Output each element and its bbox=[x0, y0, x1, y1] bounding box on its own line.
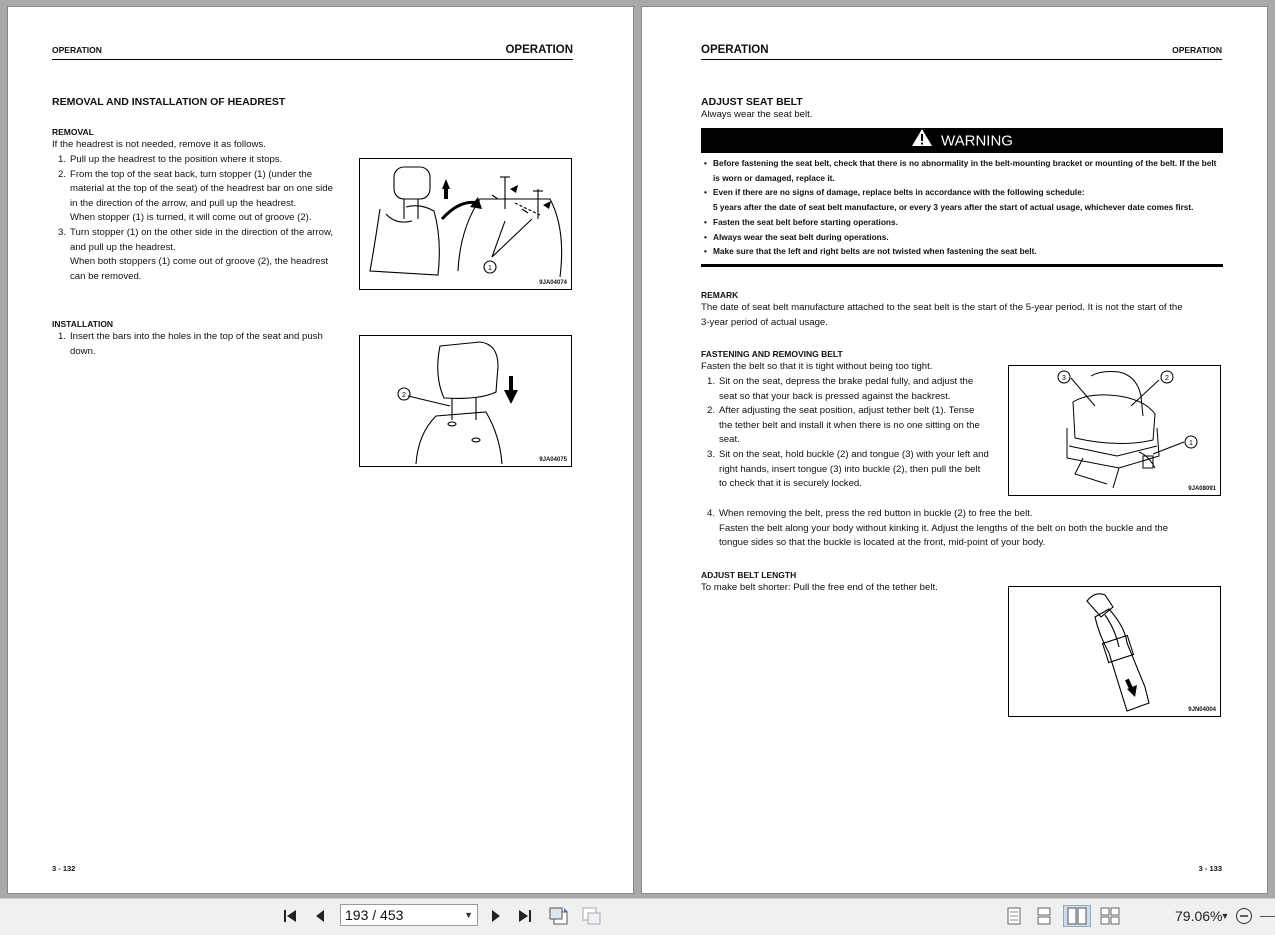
figure-id: 9JN04004 bbox=[1188, 707, 1216, 713]
installation-steps bbox=[58, 330, 354, 359]
step-line: seat. bbox=[719, 434, 740, 446]
section-title: REMOVAL AND INSTALLATION OF HEADREST bbox=[52, 96, 286, 108]
right-page bbox=[641, 6, 1268, 894]
page-number-value: 193 / 453 bbox=[345, 907, 404, 923]
header-section-large: OPERATION bbox=[505, 44, 573, 56]
step-item bbox=[707, 375, 1004, 404]
warning-item-text: Always wear the seat belt during operations. bbox=[713, 231, 889, 242]
warning-item-text: Before fastening the seat belt, check that there is no abnormality in the belt-mounting bracket or mounting of the belt. If the belt bbox=[713, 158, 1217, 168]
step-line: Insert the bars into the holes in the top of the seat and push bbox=[70, 331, 323, 342]
warning-item bbox=[701, 230, 1223, 245]
zoom-slider[interactable] bbox=[1260, 905, 1275, 927]
bullet: • bbox=[704, 216, 707, 227]
step-number: 2. bbox=[707, 405, 716, 417]
removal-heading: REMOVAL bbox=[52, 127, 94, 137]
continuous-facing-view-button[interactable] bbox=[1098, 905, 1122, 927]
headrest-removal-figure bbox=[359, 158, 572, 290]
warning-item bbox=[701, 200, 1223, 215]
step-line: in the direction of the arrow, and pull up the headrest. bbox=[70, 197, 297, 209]
warning-item bbox=[701, 215, 1223, 230]
figure-id: 9JA08091 bbox=[1188, 486, 1216, 492]
step-line: Turn stopper (1) on the other side in the direction of the arrow, bbox=[70, 226, 334, 238]
page-number: 3 - 132 bbox=[52, 864, 76, 873]
removal-steps bbox=[58, 153, 354, 284]
zoom-out-icon bbox=[1235, 907, 1253, 925]
continuous-facing-icon bbox=[1100, 907, 1120, 925]
step-line: to check that it is securely locked. bbox=[719, 478, 862, 490]
zoom-slider-track bbox=[1260, 916, 1275, 917]
facing-view-button[interactable] bbox=[1063, 905, 1091, 927]
callout-2-label: 2 bbox=[402, 392, 406, 399]
belt-length-illustration bbox=[1009, 587, 1220, 716]
step-line: From the top of the seat back, turn stopper (1) (under the bbox=[70, 168, 313, 180]
facing-pages-icon bbox=[1067, 907, 1087, 925]
step-item bbox=[58, 226, 354, 284]
viewer-toolbar bbox=[0, 898, 1275, 935]
seat-belt-illustration bbox=[1009, 366, 1220, 495]
figure-id: 9JA04075 bbox=[539, 457, 567, 463]
single-page-view-button[interactable] bbox=[1003, 905, 1025, 927]
step-number: 1. bbox=[58, 154, 67, 165]
warning-label: WARNING bbox=[941, 132, 1013, 150]
next-page-button[interactable] bbox=[487, 905, 505, 927]
step-number: 3. bbox=[58, 226, 67, 238]
step-line: can be removed. bbox=[70, 270, 142, 282]
bullet: • bbox=[704, 158, 707, 168]
page-number-field[interactable] bbox=[340, 904, 478, 926]
headrest-installation-illustration bbox=[360, 336, 571, 466]
step-line: Sit on the seat, hold buckle (2) and tongue (3) with your left and bbox=[719, 448, 989, 460]
page-header bbox=[701, 45, 1222, 60]
bullet: • bbox=[704, 187, 707, 198]
go-forward-view-icon bbox=[581, 906, 603, 926]
section-intro: Always wear the seat belt. bbox=[701, 109, 813, 120]
warning-box bbox=[701, 128, 1223, 267]
warning-bottom-rule bbox=[701, 264, 1223, 267]
go-forward-view-button[interactable] bbox=[580, 905, 604, 927]
step-line: When stopper (1) is turned, it will come out of groove (2). bbox=[70, 212, 312, 224]
figure-id: 9JA04074 bbox=[539, 280, 567, 286]
fastening-heading: FASTENING AND REMOVING BELT bbox=[701, 349, 843, 359]
callout-2-label: 2 bbox=[1165, 375, 1169, 382]
belt-length-text: To make belt shorter: Pull the free end of the tether belt. bbox=[701, 582, 938, 593]
step-line: material at the top of the seat) of the headrest bar on one side bbox=[70, 183, 333, 195]
single-page-icon bbox=[1007, 907, 1021, 925]
page-number: 3 - 133 bbox=[1198, 864, 1222, 873]
bullet: • bbox=[704, 246, 707, 257]
warning-item-text: Even if there are no signs of damage, replace belts in accordance with the following schedule: bbox=[713, 187, 1085, 198]
step-line: down. bbox=[70, 345, 96, 357]
step-line: After adjusting the seat position, adjust tether belt (1). Tense bbox=[719, 405, 975, 417]
installation-heading: INSTALLATION bbox=[52, 319, 114, 329]
zoom-out-button[interactable] bbox=[1234, 905, 1254, 927]
warning-item-text: is worn or damaged, replace it. bbox=[713, 172, 835, 183]
page-header bbox=[52, 45, 573, 60]
last-page-button[interactable] bbox=[515, 905, 535, 927]
header-section-small: OPERATION bbox=[1172, 45, 1222, 55]
step-line: the tether belt and install it when there is no one sitting on the bbox=[719, 419, 980, 431]
step-line: When both stoppers (1) come out of groove (2), the headrest bbox=[70, 256, 329, 268]
step-line: tongue sides so that the buckle is located at the front, mid-point of your body. bbox=[719, 537, 1046, 549]
warning-item bbox=[701, 185, 1223, 200]
go-back-view-icon bbox=[548, 906, 570, 926]
step-line: When removing the belt, press the red button in buckle (2) to free the belt. bbox=[719, 508, 1033, 519]
previous-page-icon bbox=[313, 908, 327, 924]
remark-heading: REMARK bbox=[701, 290, 739, 300]
header-section-small: OPERATION bbox=[52, 45, 102, 55]
belt-length-figure bbox=[1008, 586, 1221, 717]
next-page-icon bbox=[489, 908, 503, 924]
step-number: 2. bbox=[58, 168, 67, 180]
step-item bbox=[707, 448, 1004, 492]
continuous-page-icon bbox=[1037, 907, 1051, 925]
warning-item bbox=[701, 244, 1223, 259]
step-line: right hands, insert tongue (3) into buckle (2), then pull the belt bbox=[719, 463, 981, 475]
remark-line: The date of seat belt manufacture attached to the seat belt is the start of the 5-year period. It is not the start of the bbox=[701, 302, 1183, 313]
step-number: 1. bbox=[58, 331, 67, 342]
chevron-down-icon: ▼ bbox=[464, 910, 473, 920]
header-section-large: OPERATION bbox=[701, 44, 769, 56]
callout-1-label: 1 bbox=[488, 265, 492, 272]
zoom-level[interactable]: 79.06% bbox=[1175, 908, 1223, 924]
step-line: Sit on the seat, depress the brake pedal fully, and adjust the bbox=[719, 376, 974, 387]
first-page-icon bbox=[282, 908, 298, 924]
step-item bbox=[58, 330, 354, 359]
belt-length-heading: ADJUST BELT LENGTH bbox=[701, 570, 797, 580]
fastening-steps bbox=[707, 375, 1004, 492]
bullet: • bbox=[704, 231, 707, 242]
step-line: and pull up the headrest. bbox=[70, 241, 176, 253]
section-title: ADJUST SEAT BELT bbox=[701, 96, 803, 108]
continuous-view-button[interactable] bbox=[1033, 905, 1055, 927]
step-item bbox=[58, 153, 354, 168]
step-number: 1. bbox=[707, 376, 716, 387]
previous-page-button[interactable] bbox=[311, 905, 329, 927]
step-item bbox=[707, 404, 1004, 448]
callout-1-label: 1 bbox=[1189, 440, 1193, 447]
remark-line: 3-year period of actual usage. bbox=[701, 316, 828, 328]
headrest-removal-illustration bbox=[360, 159, 571, 289]
warning-item-text: Make sure that the left and right belts are not twisted when fastening the seat belt. bbox=[713, 246, 1037, 257]
warning-item-text: 5 years after the date of seat belt manufacture, or every 3 years after the start of actual usage, whichever date comes first. bbox=[713, 202, 1194, 213]
fastening-intro: Fasten the belt so that it is tight without being too tight. bbox=[701, 361, 933, 372]
go-back-view-button[interactable] bbox=[547, 905, 571, 927]
warning-item bbox=[701, 156, 1223, 171]
step-line: Fasten the belt along your body without kinking it. Adjust the lengths of the belt on both the buckle and the bbox=[719, 522, 1169, 534]
left-page bbox=[7, 6, 634, 894]
warning-triangle-icon bbox=[911, 128, 933, 155]
first-page-button[interactable] bbox=[280, 905, 300, 927]
warning-item bbox=[701, 171, 1223, 186]
step-line: Pull up the headrest to the position where it stops. bbox=[70, 154, 283, 165]
fastening-step-4 bbox=[707, 507, 1224, 551]
warning-banner bbox=[701, 128, 1223, 153]
zoom-dropdown-icon[interactable]: ▼ bbox=[1220, 911, 1230, 921]
last-page-icon bbox=[517, 908, 533, 924]
step-number: 4. bbox=[707, 508, 716, 519]
step-number: 3. bbox=[707, 448, 716, 460]
callout-3-label: 3 bbox=[1062, 375, 1066, 382]
seat-belt-figure bbox=[1008, 365, 1221, 496]
removal-intro: If the headrest is not needed, remove it as follows. bbox=[52, 139, 266, 150]
warning-item-text: Fasten the seat belt before starting operations. bbox=[713, 216, 898, 227]
headrest-installation-figure bbox=[359, 335, 572, 467]
warning-items bbox=[701, 153, 1223, 264]
step-line: seat so that your back is pressed against the backrest. bbox=[719, 390, 951, 402]
remark-text bbox=[701, 301, 1224, 330]
step-item bbox=[58, 168, 354, 226]
